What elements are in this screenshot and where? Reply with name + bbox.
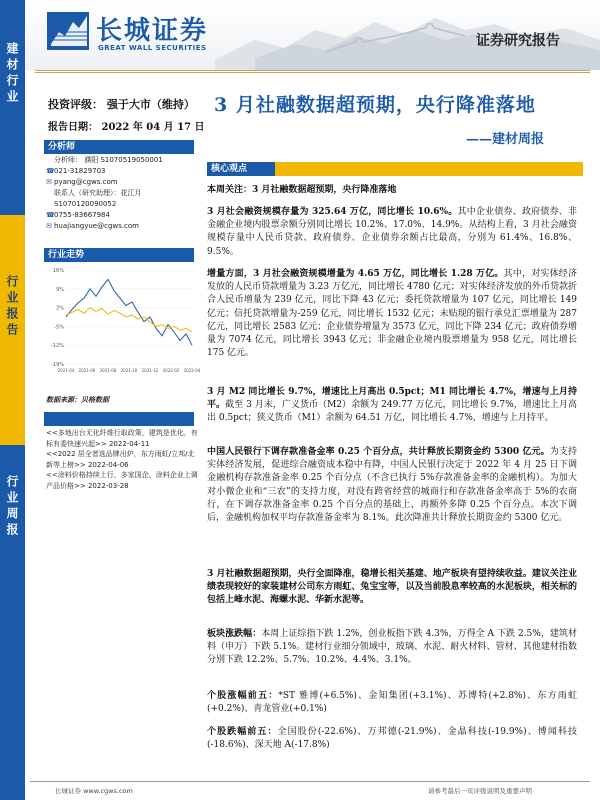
paragraph-lead: 板块涨跌幅： (207, 629, 262, 639)
footer-website[interactable]: 长城证券 www.cgws.com (55, 787, 133, 795)
core-paragraph (207, 568, 577, 608)
related-report-link[interactable]: <<2022 居全者选品牌出炉，东方雨虹/立邦/北新等上榜>> 2022-04-06 (46, 450, 195, 469)
trend-x-tick-label: 2021-08 (99, 368, 117, 373)
trend-y-tick-label: 16% (52, 268, 64, 274)
company-logo-icon (45, 6, 93, 54)
paragraph-lead: 增量方面，3 月社会融资规模增量为 4.65 万亿，同比增长 1.28 万亿。 (207, 269, 504, 279)
paragraph-body: 其中，对实体经济发放的人民币贷款增量为 3.23 万亿元，同比增长 4780 亿元；对实体经济发放的外币贷款折合人民币增量为 239 亿元，同比下降 43 亿元；委托贷款增量为 107 亿元，同比增长 149 亿元；信托贷款增量为-259 亿元，同比增长 1532 亿元；未贴现的银行承兑汇票增量为 287 亿元，同比增长 2583 亿元；企业债券增量为 3573 亿元，同比下降 234 亿元；政府债券增量为 7074 亿元，同比增长 3943 亿元；非金融企业境内股票增量为 958 亿元，同比增长 175 亿元。 (207, 269, 577, 359)
trend-y-tick-label: -12% (51, 343, 64, 350)
analyst-line (46, 188, 196, 199)
core-heading: 核心观点 (207, 162, 275, 176)
paragraph-body: 全国股份(-22.6%)、万邦德(-21.9%)、金晶科技(-19.9%)、博闻科技(-18.6%)、深天地 A(-17.8%) (207, 727, 577, 751)
sidebar-segment-industry (0, 0, 25, 215)
analyst-line (46, 199, 196, 210)
analyst-email-link[interactable]: pyang@cgws.com (54, 178, 118, 186)
related-report-list (46, 428, 198, 491)
core-paragraph (207, 386, 577, 426)
trend-x-tick-label: 2021-10 (120, 368, 138, 373)
analyst-line (46, 210, 196, 221)
analyst-line-text: 021-31829703 (54, 167, 106, 175)
paragraph-lead: 个股涨幅前五： (207, 691, 279, 701)
trend-grid (66, 270, 192, 364)
footer-disclaimer-note: 请参考最后一页评级说明及重要声明 (428, 787, 532, 795)
report-type: 证券研究报告 (476, 33, 560, 49)
analyst-line (46, 155, 196, 166)
trend-y-tick-label: -19% (51, 362, 64, 368)
sidebar-segment-weekly (0, 445, 25, 800)
analyst-line (46, 221, 196, 232)
paragraph-lead: 个股跌幅前五： (207, 727, 278, 737)
paragraph-lead: 3 月社融数据超预期，央行全面降准，稳增长相关基建、地产板块有望持续收益。建议关注业绩表现较好的家装建材公司东方雨虹、兔宝宝等，以及当前股息率较高的水泥板块，相关标的包括上峰水泥、海螺水泥、华新水泥等。 (207, 569, 577, 606)
core-paragraph (207, 446, 577, 525)
trend-y-tick-label: 9% (56, 286, 64, 293)
core-intro-text: 3 月社融数据超预期，央行降准落地 (252, 185, 397, 195)
phone-icon: ☎ (46, 167, 55, 175)
core-intro (207, 184, 577, 197)
trend-x-tick-label: 2021-06 (78, 368, 96, 373)
analyst-list (46, 155, 196, 232)
brand-name-cn: 长城证券 (96, 16, 209, 46)
investment-rating: 投资评级： 强于大市（维持） (48, 98, 195, 111)
core-paragraph (207, 268, 577, 360)
email-icon: ✉ (46, 178, 52, 186)
left-sidebar (0, 0, 25, 800)
paragraph-body: 为支持实体经济发展，促进综合融资成本稳中有降，中国人民银行决定于 2022 年 4 月 25 日下调金融机构存款准备金率 0.25 个百分点（不含已执行 5%存款准备金率的金融机构）。为加大对小微企业和“三农”的支持力度，对没有跨省经营的城商行和存款准备金率高于 5%的农商行，在下调存款准备金率 0.25 个百分点的基础上，再额外多降 0.25 个百分点。本次下调后，金融机构加权平均存款准备金率为 8.1%。此次降准共计释放长期资金约 5300 亿元。 (207, 447, 577, 524)
analysts-heading: 分析师 (44, 140, 194, 154)
paragraph-body: 本周上证综指下跌 1.2%，创业板指下跌 4.3%，万得全 A 下跌 2.5%，建筑材料（申万）下跌 5.1%。建材行业细分领域中，玻璃、水泥、耐火材料、管材、其他建材指数分别下跌 12.2%、5.7%、10.2%、4.4%、3.1%。 (207, 629, 577, 666)
core-paragraph (207, 726, 577, 752)
core-intro-label: 本周关注： (207, 185, 253, 195)
core-paragraph (207, 690, 577, 716)
trend-data-source: 数据来源：贝格数据 (46, 396, 109, 404)
trend-x-tick-label: 2022-02 (162, 368, 180, 373)
industry-trend-chart (44, 264, 201, 388)
analyst-line (46, 166, 196, 177)
paragraph-body: 截至 3 月末，广义货币（M2）余额为 249.77 万亿元，同比增长 9.7%，增速比上月高出 0.5pct；狭义货币（M1）余额为 64.51 万亿，同比增长 4.7%，增速与上月持平。 (207, 400, 577, 424)
paragraph-lead: 中国人民银行下调存款准备金率 0.25 个百分点，共计释放长期资金约 5300 亿元。 (207, 447, 550, 457)
related-heading (44, 412, 194, 426)
trend-heading: 行业走势 (44, 248, 194, 262)
analyst-email-link[interactable]: huajiangyue@cgws.com (54, 222, 139, 230)
phone-icon: ☎ (46, 211, 55, 219)
email-icon: ✉ (46, 222, 52, 230)
header-divider (35, 72, 590, 73)
trend-y-tick-label: -5% (54, 324, 64, 331)
core-paragraph (207, 206, 577, 259)
sidebar-label: 行业周报 (5, 475, 19, 539)
page-title: 3 月社融数据超预期，央行降准落地 (214, 94, 536, 116)
trend-x-axis (58, 368, 201, 373)
analyst-line-text: S1070120090052 (54, 200, 117, 208)
trend-y-axis (51, 268, 64, 368)
analyst-line-text: 分析师： 濮阳 S1070519050001 (54, 156, 163, 164)
paragraph-lead: 3 月社会融资规模存量为 325.64 万亿，同比增长 10.6%。 (207, 207, 458, 217)
core-paragraph (207, 628, 577, 668)
footer-divider (30, 781, 590, 782)
trend-x-tick-label: 2021-04 (57, 368, 75, 373)
paragraph-body: 其中企业债券、政府债券、非金融企业境内股票余额分别同比增长 10.2%、17.0%、14.9%。从结构上看，3 月社会融资规模存量中人民币贷款、政府债券、企业债券余额占比最高，分别为 61.4%、16.8%、9.5%。 (207, 207, 577, 257)
report-date: 报告日期： 2022 年 04 月 17 日 (48, 122, 205, 133)
trend-y-tick-label: 2% (56, 305, 64, 312)
page-subtitle: ——建材周报 (466, 132, 545, 147)
header-divider (35, 70, 590, 71)
paragraph-lead: 3 月 M2 同比增长 9.7%，增速比上月高出 0.5pct；M1 同比增长 4.7%，增速与上月持平。 (207, 387, 577, 411)
related-report-link[interactable]: <<涂料价格持续上行，多家国企、涂料企业上调产品价格>> 2022-03-28 (46, 471, 198, 490)
analyst-line-text: 0755-83667984 (54, 211, 110, 219)
trend-x-tick-label: 2022-04 (183, 368, 201, 373)
trend-series-industry (66, 308, 192, 332)
sidebar-segment-report (0, 215, 25, 445)
analyst-line-text: 联系人（研究助理）：花江月 (54, 189, 142, 197)
paragraph-body: *ST 雅博(+6.5%)、金知集团(+3.1%)、苏博特(+2.8%)、东方雨虹(+0.2%)、青龙管业(+0.1%) (207, 691, 577, 715)
sidebar-label: 行业报告 (5, 275, 19, 339)
related-report-link[interactable]: <<多地出台无化纤维行取政策，建筑是优化，有标有委快速兴起>> 2022-04-11 (46, 429, 198, 448)
analyst-line (46, 177, 196, 188)
trend-x-tick-label: 2021-12 (141, 368, 159, 373)
sidebar-label: 建材行业 (5, 42, 19, 106)
brand-name-en: GREAT WALL SECURITIES (98, 44, 207, 52)
